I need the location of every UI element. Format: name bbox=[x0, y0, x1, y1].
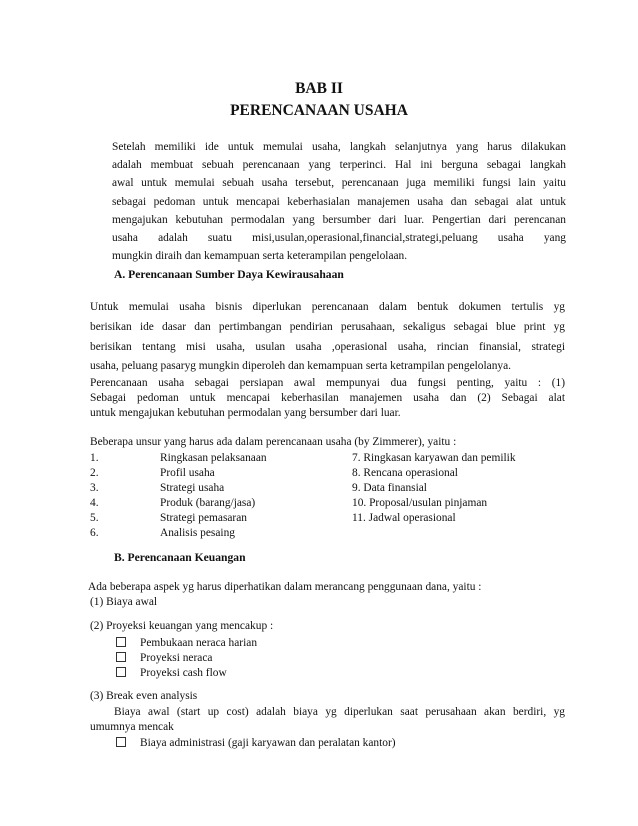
list-intro: Beberapa unsur yang harus ada dalam perencanaan usaha (by Zimmerer), yaitu : bbox=[90, 436, 457, 448]
intro-line: mungkin diraih dan kemampuan serta keterampilan pengelolaan. bbox=[112, 250, 408, 263]
list-number: 1. bbox=[90, 452, 99, 464]
list-item-left: Ringkasan pelaksanaan bbox=[160, 452, 267, 464]
list-item-right: 7. Ringkasan karyawan dan pemilik bbox=[352, 452, 516, 464]
paragraph-line: Perencanaan usaha sebagai persiapan awal mempunyai dua fungsi penting, yaitu : (1) bbox=[90, 377, 565, 389]
list-row bbox=[90, 527, 570, 542]
bullet-label: Biaya administrasi (gaji karyawan dan peralatan kantor) bbox=[140, 737, 396, 749]
list-item-right: 9. Data finansial bbox=[352, 482, 427, 494]
chapter-number: BAB II bbox=[295, 80, 343, 97]
intro-line: usaha adalah suatu misi,usulan,operasional,financial,strategi,peluang usaha yang bbox=[112, 232, 566, 245]
biaya-awal-item: (1) Biaya awal bbox=[90, 596, 158, 608]
list-item-right: 11. Jadwal operasional bbox=[352, 512, 456, 524]
bullet-row bbox=[116, 667, 227, 679]
paragraph-line: Biaya awal (start up cost) adalah biaya yg diperlukan saat perusahaan akan berdiri, yg bbox=[114, 706, 565, 718]
list-row bbox=[90, 467, 570, 482]
bullet-row bbox=[116, 737, 396, 749]
list-item-left: Profil usaha bbox=[160, 467, 215, 479]
section-b-heading: B. Perencanaan Keuangan bbox=[114, 551, 246, 564]
paragraph-line: berisikan ide dasar dan pertimbangan pendirian perusahaan, sekaligus sebagai blue print yg bbox=[90, 320, 565, 333]
bullet-label: Proyeksi cash flow bbox=[140, 667, 227, 679]
list-number: 3. bbox=[90, 482, 99, 494]
list-row bbox=[90, 512, 570, 527]
intro-line: sebagai pedoman untuk mencapai keberhasialan manajemen usaha dan sebagai alat untuk bbox=[112, 195, 566, 208]
list-row bbox=[90, 482, 570, 497]
break-even-item: (3) Break even analysis bbox=[90, 690, 198, 702]
bullet-label: Proyeksi neraca bbox=[140, 652, 213, 664]
proyeksi-keuangan-item: (2) Proyeksi keuangan yang mencakup : bbox=[90, 620, 274, 632]
intro-paragraph bbox=[112, 138, 566, 265]
list-item-left: Strategi usaha bbox=[160, 482, 225, 494]
list-number: 5. bbox=[90, 512, 99, 524]
list-row bbox=[90, 497, 570, 512]
paragraph-line: untuk mengajukan kebutuhan permodalan yang bersumber dari luar. bbox=[90, 407, 401, 419]
biaya-awal-paragraph bbox=[90, 705, 565, 735]
intro-line: adalah membuat sebuah perencanaan yang terperinci. Hal ini berguna sebagai langkah bbox=[112, 159, 566, 172]
section-b-intro: Ada beberapa aspek yg harus diperhatikan dalam merancang penggunaan dana, yaitu : bbox=[88, 581, 482, 593]
paragraph-line: umumnya mencak bbox=[90, 721, 174, 733]
list-item-right: 10. Proposal/usulan pinjaman bbox=[352, 497, 488, 509]
list-item-left: Produk (barang/jasa) bbox=[160, 497, 256, 509]
bullet-row bbox=[116, 637, 258, 649]
checkbox-bullet-icon bbox=[116, 737, 126, 747]
checkbox-bullet-icon bbox=[116, 667, 126, 677]
list-number: 6. bbox=[90, 527, 99, 539]
list-number: 2. bbox=[90, 467, 99, 479]
checkbox-bullet-icon bbox=[116, 637, 126, 647]
intro-line: mengajukan kebutuhan permodalan yang bersumber dari luar. Pengertian dari perencanan bbox=[112, 213, 566, 226]
chapter-title: PERENCANAAN USAHA bbox=[230, 102, 408, 119]
bullet-row bbox=[116, 652, 213, 664]
paragraph-line: berisikan tentang misi usaha, usulan usaha ,operasional usaha, rincian finansial, strategi bbox=[90, 340, 565, 353]
list-item-left: Strategi pemasaran bbox=[160, 512, 247, 524]
list-item-right: 8. Rencana operasional bbox=[352, 467, 458, 479]
checkbox-bullet-icon bbox=[116, 652, 126, 662]
list-number: 4. bbox=[90, 497, 99, 509]
paragraph-line: usaha, peluang pasaryg mungkin diperoleh dan kemampuan serta ketrampilan pengelolanya. bbox=[90, 360, 511, 373]
intro-line: awal untuk memulai sebuah usaha tersebut, perencanaan juga memiliki fungsi lain yaitu bbox=[112, 177, 566, 190]
section-a-heading: A. Perencanaan Sumber Daya Kewirausahaan bbox=[114, 268, 344, 281]
intro-line: Setelah memiliki ide untuk memulai usaha, langkah selanjutnya yang harus dilakukan bbox=[112, 141, 566, 153]
paragraph-line: Sebagai pedoman untuk mencapai keberhasilan manajemen usaha dan (2) Sebagai alat bbox=[90, 392, 565, 404]
list-item-left: Analisis pesaing bbox=[160, 527, 235, 539]
section-a-paragraph-1 bbox=[90, 298, 565, 377]
bullet-label: Pembukaan neraca harian bbox=[140, 637, 258, 649]
list-row bbox=[90, 452, 570, 467]
paragraph-line: Untuk memulai usaha bisnis diperlukan perencanaan dalam bentuk dokumen tertulis yg bbox=[90, 301, 565, 313]
section-a-paragraph-2 bbox=[90, 376, 565, 421]
